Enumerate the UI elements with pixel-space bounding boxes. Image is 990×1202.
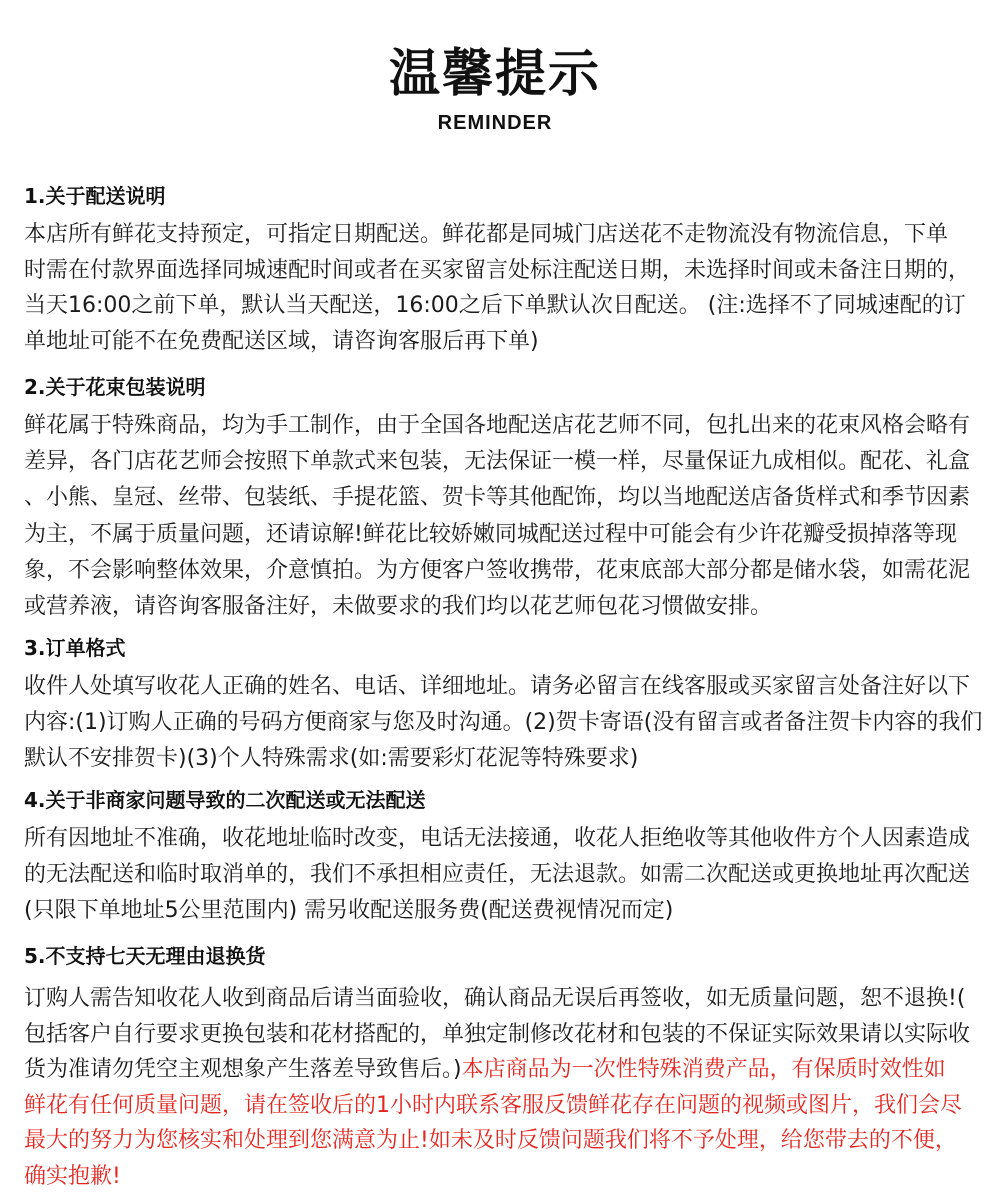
- section-heading: 1.关于配送说明: [24, 184, 166, 208]
- paragraph-line: 或营养液，请咨询客服备注好，未做要求的我们均以花艺师包花习惯做安排。: [24, 593, 773, 619]
- section-heading: 3.订单格式: [24, 636, 126, 660]
- paragraph-line: 当天16:00之前下单，默认当天配送，16:00之后下单默认次日配送。 (注:选择不了同城速配的订: [24, 293, 966, 318]
- paragraph-line: 单地址可能不在免费配送区域，请咨询客服后再下单): [24, 328, 539, 354]
- section-redelivery: [24, 779, 974, 929]
- section-delivery: [24, 175, 974, 359]
- paragraph-line: 时需在付款界面选择同城速配时间或者在买家留言处标注配送日期，未选择时间或未备注日期的，: [24, 257, 971, 283]
- section-heading: 4.关于非商家问题导致的二次配送或无法配送: [24, 788, 426, 812]
- paragraph-line: 默认不安排贺卡)(3)个人特殊需求(如:需要彩灯花泥等特殊要求): [24, 746, 639, 771]
- paragraph-line: 包括客户自行要求更换包装和花材搭配的，单独定制修改花材和包装的不保证实际效果请以实际收: [24, 1021, 971, 1047]
- section-packaging: [24, 366, 974, 625]
- paragraph-line: 差异，各门店花艺师会按照下单款式来包装，无法保证一模一样，尽量保证九成相似。配花、礼盒: [24, 449, 971, 475]
- paragraph-line: 内容:(1)订购人正确的号码方便商家与您及时沟通。(2)贺卡寄语(没有留言或者备注贺卡内容的我们: [24, 710, 983, 735]
- paragraph-line: 鲜花属于特殊商品，均为手工制作，由于全国各地配送店花艺师不同，包扎出来的花束风格会略有: [24, 413, 971, 438]
- paragraph-line: 、小熊、皇冠、丝带、包装纸、手提花篮、贺卡等其他配饰，均以当地配送店备货样式和季节因素: [24, 485, 971, 511]
- highlight-line: 确实抱歉!: [24, 1163, 121, 1189]
- paragraph-line: 的无法配送和临时取消单的，我们不承担相应责任，无法退款。如需二次配送或更换地址再次配送: [24, 862, 971, 887]
- highlight-text: 本店商品为一次性特殊消费产品，有保质时效性如: [461, 1057, 946, 1083]
- page-subtitle: REMINDER: [437, 112, 553, 134]
- paragraph-line: 本店所有鲜花支持预定，可指定日期配送。鲜花都是同城门店送花不走物流没有物流信息，下单: [24, 222, 949, 247]
- section-order-format: [24, 627, 983, 777]
- highlight-line: 鲜花有任何质量问题，请在签收后的1小时内联系客服反馈鲜花存在问题的视频或图片，我们会尽: [24, 1092, 963, 1118]
- paragraph-line: 所有因地址不准确，收花地址临时改变，电话无法接通，收花人拒绝收等其他收件方个人因素造成: [24, 826, 971, 851]
- page-title: 温馨提示: [388, 45, 601, 104]
- paragraph-text: 货为准请勿凭空主观想象产生落差导致售后。): [24, 1057, 462, 1083]
- section-heading: 2.关于花束包装说明: [24, 375, 206, 399]
- paragraph-line: 订购人需告知收花人收到商品后请当面验收，确认商品无误后再签收，如无质量问题，恕不退换!(: [24, 986, 966, 1011]
- paragraph-line: 收件人处填写收花人正确的姓名、电话、详细地址。请务必留言在线客服或买家留言处备注好以下: [24, 674, 971, 699]
- paragraph-line: (只限下单地址5公里范围内) 需另收配送服务费(配送费视情况而定): [24, 898, 674, 923]
- highlight-line: 最大的努力为您核实和处理到您满意为止!如未及时反馈问题我们将不予处理，给您带去的不便，: [24, 1128, 957, 1154]
- paragraph-line: 为主，不属于质量问题，还请谅解!鲜花比较娇嫩同城配送过程中可能会有少许花瓣受损掉落等现: [24, 521, 957, 547]
- section-no-returns: [24, 935, 974, 1195]
- paragraph-line: 象，不会影响整体效果，介意慎拍。为方便客户签收携带，花束底部大部分都是储水袋，如需花泥: [24, 557, 971, 583]
- paragraph-line-mixed: [24, 1052, 974, 1088]
- section-heading: 5.不支持七天无理由退换货: [24, 944, 266, 968]
